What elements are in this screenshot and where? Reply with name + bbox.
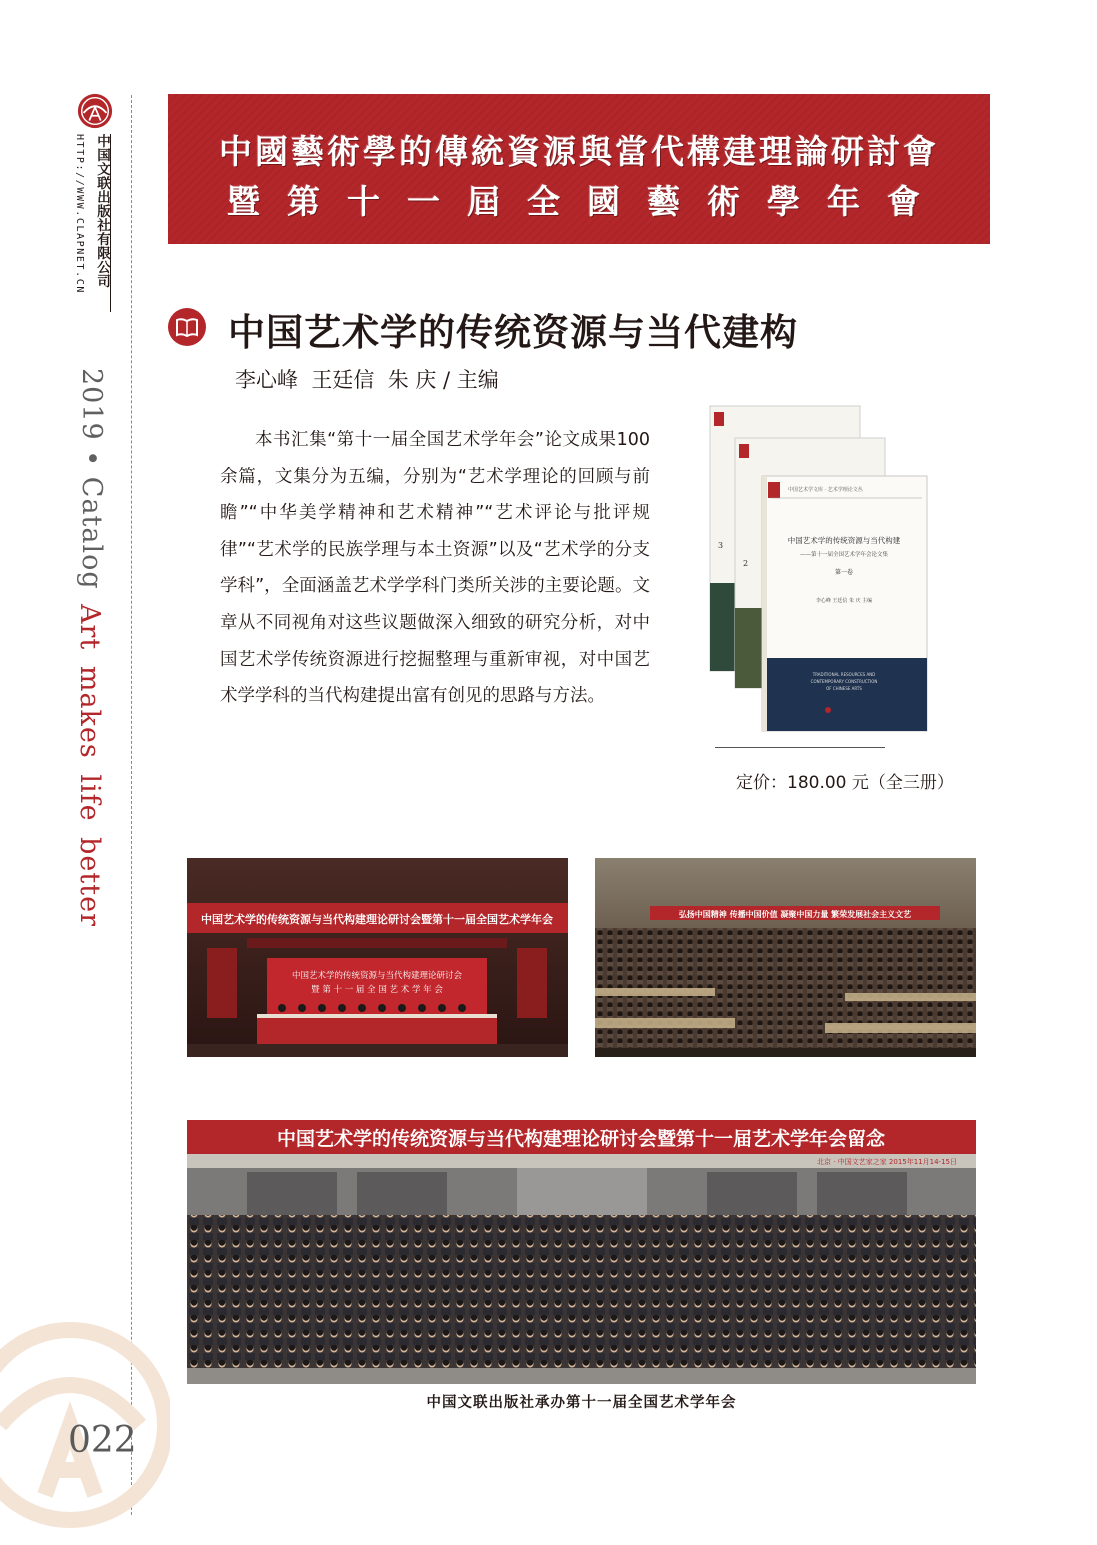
book-title: 中国艺术学的传统资源与当代建构	[228, 310, 798, 354]
cover-english-title-1: TRADITIONAL RESOURCES AND	[812, 672, 876, 677]
book-icon	[167, 307, 207, 347]
price-divider	[715, 747, 885, 748]
cover-series: 中国艺术学文库 · 艺术学理论文丛	[788, 487, 863, 493]
tagline: Art makes life better	[74, 604, 105, 927]
publisher-logo-icon	[76, 92, 114, 130]
banner-title-line-2: 暨第十一屆全國藝術學年會	[227, 182, 947, 221]
page-number: 022	[68, 1420, 137, 1461]
banner-title-line-1: 中國藝術學的傳統資源與當代構建理論研討會	[219, 132, 939, 171]
photo-conference-stage	[187, 858, 568, 1057]
publisher-rule	[110, 134, 111, 312]
catalog-year-label: 2019 • Catalog	[76, 368, 107, 590]
stage-screen-line-1: 中国艺术学的传统资源与当代构建理论研讨会	[291, 971, 463, 981]
group-photo-caption: 中国文联出版社承办第十一届全国艺术学年会	[426, 1394, 737, 1411]
photo-group-picture	[187, 1120, 976, 1384]
stage-screen-line-2: 暨 第 十 一 届 全 国 艺 术 学 年 会	[311, 985, 443, 995]
cover-subtitle: ——第十一届全国艺术学年会论文集	[799, 552, 889, 558]
group-photo-subtitle: 北京 · 中国文艺家之家 2015年11月14-15日	[817, 1158, 957, 1166]
cover-title: 中国艺术学的传统资源与当代构建	[787, 536, 901, 545]
cover-editors: 李心峰 王廷信 朱 庆 主编	[815, 598, 873, 604]
spine-number-2: 2	[743, 559, 749, 568]
header-banner	[168, 94, 990, 244]
publisher-url[interactable]: HTTP://WWW.CLAPNET.CN	[74, 134, 85, 295]
stage-banner-text: 中国艺术学的传统资源与当代构建理论研讨会暨第十一届全国艺术学年会	[201, 913, 553, 926]
audience-banner-text: 弘扬中国精神 传播中国价值 凝聚中国力量 繁荣发展社会主义文艺	[678, 910, 912, 919]
cover-volume: 第一卷	[834, 569, 854, 576]
margin-divider	[131, 95, 132, 1515]
cover-english-title-2: CONTEMPORARY CONSTRUCTION	[810, 679, 878, 684]
group-photo-title: 中国艺术学的传统资源与当代构建理论研讨会暨第十一届艺术学年会留念	[276, 1128, 886, 1150]
publisher-name: 中国文联出版社有限公司	[94, 134, 110, 288]
book-cover-stack	[700, 398, 940, 753]
book-editors: 李心峰 王廷信 朱 庆 / 主编	[235, 368, 499, 392]
photo-conference-audience	[595, 858, 976, 1057]
book-description: 本书汇集“第十一届全国艺术学年会”论文成果100余篇，文集分为五编，分别为“艺术学理论的回顾与前瞻”“中华美学精神和艺术精神”“艺术评论与批评规律”“艺术学的民族学理与本土资源”以及“艺术学的分支学科”，全面涵盖艺术学学科门类所关涉的主要论题。文章从不同视角对这些议题做深入细致的研究分析，对中国艺术学传统资源进行挖掘整理与重新审视，对中国艺术学学科的当代构建提出富有创见的思路与方法。	[220, 430, 650, 707]
book-price: 定价：180.00 元（全三册）	[736, 773, 954, 793]
book-cover-volume-1	[762, 476, 927, 731]
cover-english-title-3: OF CHINESE ARTS	[826, 686, 862, 691]
spine-number-3: 3	[718, 541, 724, 550]
